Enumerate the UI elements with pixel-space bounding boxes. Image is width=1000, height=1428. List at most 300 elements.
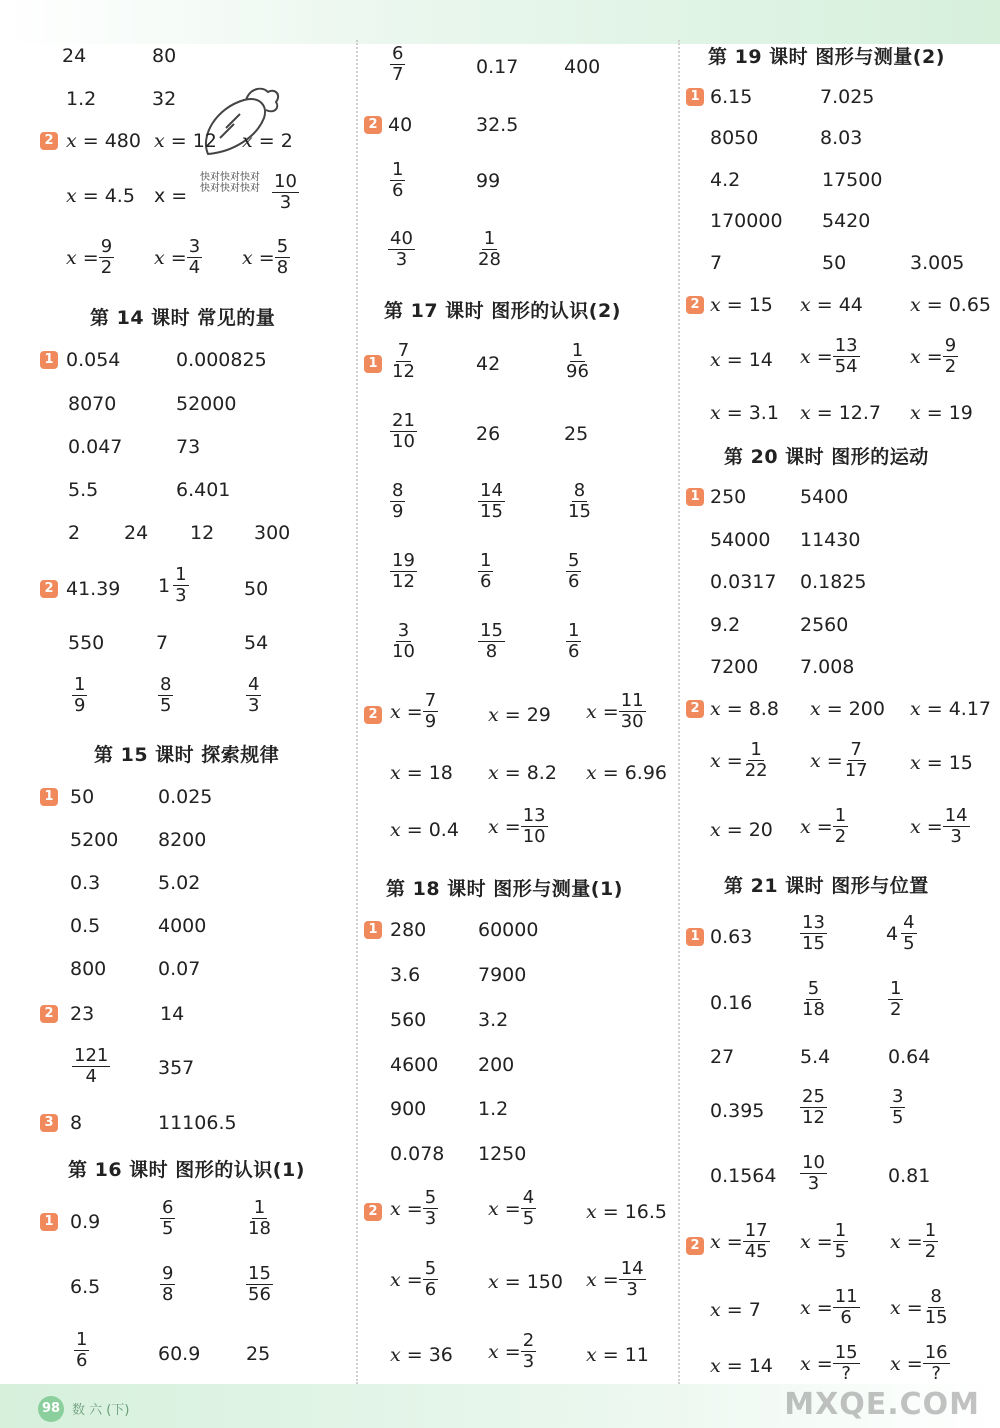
answer-value: 8.03 — [820, 127, 863, 149]
variable-x: x — [242, 246, 253, 269]
answer-value: 99 — [476, 170, 501, 192]
section-heading: 第 19 课时 图形与测量(2) — [708, 46, 945, 68]
fraction-denominator: 18 — [802, 999, 825, 1020]
fraction-answer — [390, 341, 417, 382]
equation-prefix: x = — [66, 246, 99, 269]
answer-value: 0.9 — [70, 1211, 101, 1233]
fraction — [800, 979, 827, 1020]
answer-value: 12 — [190, 522, 215, 544]
question-badge: 3 — [40, 1114, 58, 1132]
fraction — [566, 621, 581, 662]
fraction — [478, 481, 505, 522]
answer-value: 0.16 — [710, 992, 753, 1014]
equation-prefix: x = — [710, 294, 749, 316]
equation-value: 29 — [526, 704, 551, 726]
fraction-denominator: 15 — [924, 1307, 948, 1328]
variable-x: x — [488, 762, 499, 784]
answer-value: x = — [154, 185, 188, 207]
fraction-denominator: 6 — [392, 180, 404, 201]
equation-value: 12.7 — [838, 402, 882, 424]
fraction-numerator: 5 — [424, 1258, 437, 1279]
answer-value: 0.17 — [476, 56, 519, 78]
section-heading: 第 20 课时 图形的运动 — [724, 446, 929, 468]
equation-answer — [710, 819, 773, 841]
answer-value: 32.5 — [476, 114, 519, 136]
answer-value: 27 — [710, 1046, 735, 1068]
equation-fraction-answer — [800, 806, 848, 847]
fraction — [423, 1188, 438, 1229]
fraction — [275, 237, 290, 278]
equation-answer — [710, 349, 773, 371]
equation-value: 2 — [280, 130, 293, 152]
equation-answer — [586, 1344, 649, 1366]
illustration-text-1: 快对快对快对 — [200, 172, 260, 183]
equation-prefix: x = — [488, 1340, 521, 1363]
answer-value: 2 — [68, 522, 81, 544]
variable-x: x — [488, 1271, 499, 1293]
equation-prefix: x = — [66, 185, 105, 207]
variable-x: x — [910, 698, 921, 720]
answer-value: 60000 — [478, 919, 539, 941]
fraction-denominator: 3 — [279, 192, 292, 213]
fraction — [619, 691, 646, 732]
fraction-numerator: 9 — [944, 335, 957, 356]
equation-fraction-answer — [890, 1343, 950, 1384]
answer-value: 42 — [476, 353, 501, 375]
answer-value: 800 — [70, 958, 107, 980]
equation-prefix: x = — [488, 815, 521, 838]
equation-value: 0.65 — [948, 294, 992, 316]
fraction-numerator: 14 — [944, 805, 968, 826]
answer-value: 8070 — [68, 393, 117, 415]
fraction — [564, 341, 591, 382]
fraction-denominator: 9 — [392, 501, 404, 522]
fraction-numerator: 1 — [175, 564, 187, 585]
answer-value: 32 — [152, 88, 177, 110]
equation-answer — [586, 1201, 667, 1223]
answer-value: 50 — [70, 786, 95, 808]
fraction-numerator: 1 — [76, 1329, 88, 1350]
fraction-answer — [566, 481, 593, 522]
equation-fraction-answer — [800, 1221, 848, 1262]
answer-value: 0.63 — [710, 926, 753, 948]
equation-prefix: x = — [910, 752, 949, 774]
fraction-numerator: 8 — [573, 480, 586, 501]
equation-prefix: x = — [890, 1296, 923, 1319]
fraction-denominator: 12 — [392, 361, 415, 382]
equation-fraction-answer — [586, 1259, 646, 1300]
section-heading: 第 17 课时 图形的认识(2) — [384, 300, 621, 322]
variable-x: x — [810, 749, 821, 772]
fraction-answer — [888, 979, 903, 1020]
equation-prefix: x = — [66, 130, 105, 152]
variable-x: x — [488, 704, 499, 726]
fraction-denominator: 2 — [100, 257, 113, 278]
fraction-numerator: 11 — [834, 1286, 858, 1307]
fraction-answer — [390, 551, 417, 592]
variable-x: x — [910, 752, 921, 774]
mixed-whole: 1 — [158, 574, 171, 597]
fraction — [390, 481, 405, 522]
fraction-answer — [74, 1330, 89, 1371]
answer-value: 8050 — [710, 127, 759, 149]
equation-answer — [242, 130, 293, 152]
equation-prefix: x = — [586, 1268, 619, 1291]
fraction — [390, 341, 417, 382]
equation-answer — [710, 402, 779, 424]
answer-value: 17500 — [822, 169, 883, 191]
equation-fraction-answer — [390, 691, 438, 732]
equation-prefix: x = — [710, 1230, 743, 1253]
fraction-numerator: 3 — [892, 1086, 904, 1107]
fraction-numerator: 40 — [390, 228, 413, 249]
variable-x: x — [586, 700, 597, 723]
answer-value: 0.07 — [158, 958, 201, 980]
section-heading: 第 15 课时 探索规律 — [94, 744, 280, 766]
carrot-icon — [190, 84, 282, 174]
fraction-denominator: 6 — [76, 1350, 88, 1371]
fraction-numerator: 3 — [397, 620, 410, 641]
fraction-denominator: 2 — [890, 999, 902, 1020]
answer-value: 40 — [388, 114, 413, 136]
equation-answer — [154, 130, 217, 152]
fraction-denominator: 5 — [160, 695, 172, 716]
fraction-numerator: 9 — [100, 236, 113, 257]
answer-value: 23 — [70, 1003, 95, 1025]
answer-value: 0.395 — [710, 1100, 765, 1122]
fraction-denominator: 4 — [85, 1066, 97, 1087]
answer-value: 0.1825 — [800, 571, 867, 593]
equation-value: 200 — [848, 698, 885, 720]
answer-value: 8 — [70, 1112, 83, 1134]
answer-value: 5200 — [70, 829, 119, 851]
equation-prefix: x = — [910, 402, 949, 424]
equation-prefix: x = — [800, 1230, 833, 1253]
variable-x: x — [66, 246, 77, 269]
fraction-numerator: 4 — [248, 674, 260, 695]
answer-value: 900 — [390, 1098, 427, 1120]
fraction — [246, 675, 261, 716]
equation-prefix: x = — [800, 815, 833, 838]
equation-value: 7 — [748, 1299, 761, 1321]
variable-x: x — [488, 815, 499, 838]
answer-value: 170000 — [710, 210, 783, 232]
fraction — [923, 1287, 950, 1328]
variable-x: x — [242, 130, 253, 152]
fraction — [923, 1221, 938, 1262]
fraction-numerator: 5 — [276, 236, 289, 257]
answer-value: 3.2 — [478, 1009, 509, 1031]
fraction-numerator: 5 — [424, 1187, 437, 1208]
fraction — [187, 237, 202, 278]
answer-value: 560 — [390, 1009, 427, 1031]
fraction-denominator: 9 — [74, 695, 86, 716]
equation-prefix: x = — [910, 815, 943, 838]
equation-answer — [910, 294, 991, 316]
fraction-denominator: 5 — [903, 933, 915, 954]
fraction — [888, 979, 903, 1020]
fraction-denominator: 3 — [950, 826, 962, 847]
equation-answer — [910, 752, 973, 774]
fraction — [478, 551, 493, 592]
equation-prefix: x = — [390, 1344, 429, 1366]
fraction-numerator: 11 — [620, 690, 644, 711]
question-badge: 1 — [40, 351, 58, 369]
variable-x: x — [890, 1352, 901, 1375]
answer-value: 400 — [564, 56, 601, 78]
equation-prefix: x = — [586, 1201, 625, 1223]
variable-x: x — [710, 1299, 721, 1321]
section-heading: 第 14 课时 常见的量 — [90, 307, 276, 329]
fraction — [800, 913, 827, 954]
equation-prefix: x = — [242, 246, 275, 269]
fraction — [390, 621, 417, 662]
fraction — [566, 481, 593, 522]
question-badge: 2 — [364, 706, 382, 724]
fraction-answer — [390, 621, 417, 662]
equation-prefix: x = — [710, 402, 749, 424]
answer-value: 14 — [160, 1003, 185, 1025]
variable-x: x — [66, 185, 77, 207]
equation-answer — [800, 294, 863, 316]
variable-x: x — [710, 749, 721, 772]
equation-value: 0.4 — [428, 819, 459, 841]
fraction-denominator: 5 — [162, 1218, 174, 1239]
fraction-numerator: 1 — [568, 620, 580, 641]
equation-value: 3.1 — [748, 402, 779, 424]
fraction-numerator: 15 — [834, 1342, 858, 1363]
variable-x: x — [800, 1296, 811, 1319]
equation-fraction-answer — [488, 1331, 536, 1372]
equation-value: 36 — [428, 1344, 453, 1366]
fraction-numerator: 1 — [74, 674, 86, 695]
answer-value: 4600 — [390, 1054, 439, 1076]
fraction-numerator: 8 — [930, 1286, 942, 1307]
fraction-denominator: 6 — [568, 571, 580, 592]
equation-prefix: x = — [910, 698, 949, 720]
variable-x: x — [586, 1344, 597, 1366]
fraction-answer — [478, 481, 505, 522]
fraction — [476, 229, 503, 270]
fraction-denominator: 3 — [522, 1351, 535, 1372]
fraction-numerator: 14 — [620, 1258, 644, 1279]
equation-value: 18 — [428, 762, 453, 784]
fraction-denominator: 6 — [480, 571, 492, 592]
fraction-denominator: 22 — [744, 760, 768, 781]
fraction — [72, 675, 87, 716]
equation-value: 480 — [104, 130, 141, 152]
answer-value: 0.047 — [68, 436, 123, 458]
answer-value: 6.5 — [70, 1276, 101, 1298]
fraction-denominator: 2 — [944, 356, 957, 377]
fraction-numerator: 14 — [480, 480, 503, 501]
variable-x: x — [710, 819, 721, 841]
equation-value: 4.17 — [948, 698, 992, 720]
equation-fraction-answer — [810, 740, 870, 781]
equation-prefix: x = — [810, 698, 849, 720]
section-heading: 第 16 课时 图形的认识(1) — [68, 1159, 305, 1181]
fraction-numerator: 1 — [750, 739, 762, 760]
equation-fraction-answer — [242, 237, 290, 278]
answer-value: 280 — [390, 919, 427, 941]
fraction-numerator: 1 — [834, 1220, 847, 1241]
equation-answer — [910, 698, 991, 720]
fraction-numerator: 10 — [274, 171, 297, 192]
fraction-numerator: 16 — [924, 1342, 948, 1363]
equation-value: 15 — [748, 294, 773, 316]
answer-value: 50 — [244, 578, 269, 600]
fraction-denominator: 8 — [276, 257, 289, 278]
fraction — [158, 675, 173, 716]
equation-value: 20 — [748, 819, 773, 841]
variable-x: x — [390, 1344, 401, 1366]
page-label: 数 六 (下) — [72, 1403, 130, 1418]
fraction-denominator: 5 — [892, 1107, 904, 1128]
answer-value: 52000 — [176, 393, 237, 415]
answer-value: 41.39 — [66, 578, 121, 600]
equation-prefix: x = — [488, 704, 527, 726]
column-divider-left — [356, 40, 358, 1384]
answer-value: 6.15 — [710, 86, 753, 108]
equation-fraction-answer — [154, 237, 202, 278]
equation-answer — [710, 1299, 761, 1321]
equation-answer — [710, 698, 779, 720]
fraction-numerator: 7 — [424, 690, 437, 711]
equation-prefix: x = — [390, 1197, 423, 1220]
answer-value: 9.2 — [710, 614, 741, 636]
section-heading: 第 18 课时 图形与测量(1) — [386, 878, 623, 900]
equation-fraction-answer — [910, 336, 958, 377]
answer-value: 550 — [68, 632, 105, 654]
variable-x: x — [488, 1340, 499, 1363]
equation-prefix: x = — [586, 1344, 625, 1366]
answer-value: 7900 — [478, 964, 527, 986]
answer-value: 11430 — [800, 529, 861, 551]
fraction-numerator: 2 — [522, 1330, 535, 1351]
fraction — [388, 229, 415, 270]
watermark: MXQE.COM — [784, 1387, 980, 1422]
equation-prefix: x = — [710, 749, 743, 772]
answer-value: 1.2 — [66, 88, 97, 110]
equation-answer — [488, 1271, 563, 1293]
fraction-answer — [388, 229, 415, 270]
fraction-numerator: 9 — [162, 1263, 174, 1284]
fraction-denominator: 30 — [620, 711, 644, 732]
equation-prefix: x = — [800, 1296, 833, 1319]
fraction-denominator: 3 — [248, 695, 260, 716]
equation-value: 15 — [948, 752, 973, 774]
question-badge: 2 — [40, 132, 58, 150]
fraction-denominator: 17 — [844, 760, 868, 781]
fraction-numerator: 13 — [802, 912, 825, 933]
equation-answer — [390, 762, 453, 784]
top-banner — [0, 0, 1000, 44]
equation-prefix: x = — [890, 1352, 923, 1375]
answer-value: 2560 — [800, 614, 849, 636]
variable-x: x — [154, 246, 165, 269]
fraction-answer — [158, 675, 173, 716]
fraction-numerator: 21 — [392, 410, 415, 431]
fraction — [833, 1287, 860, 1328]
fraction — [890, 1087, 905, 1128]
answer-value: 0.054 — [66, 349, 121, 371]
equation-prefix: x = — [710, 819, 749, 841]
fraction — [743, 740, 770, 781]
question-badge: 1 — [40, 1213, 58, 1231]
fraction-denominator: 12 — [392, 571, 415, 592]
fraction — [901, 913, 916, 954]
fraction-answer — [478, 621, 505, 662]
equation-fraction-answer — [488, 1188, 536, 1229]
equation-prefix: x = — [890, 1230, 923, 1253]
fraction — [521, 1331, 536, 1372]
equation-answer — [586, 762, 667, 784]
fraction-denominator: 12 — [802, 1107, 825, 1128]
equation-answer — [488, 762, 557, 784]
fraction — [943, 806, 970, 847]
answer-value: 7 — [710, 252, 723, 274]
equation-prefix: x = — [488, 1271, 527, 1293]
answer-value: 50 — [822, 252, 847, 274]
variable-x: x — [910, 345, 921, 368]
variable-x: x — [810, 698, 821, 720]
variable-x: x — [710, 294, 721, 316]
equation-answer — [390, 1344, 453, 1366]
fraction-denominator: 15 — [568, 501, 591, 522]
answer-value: 3.6 — [390, 964, 421, 986]
fraction — [833, 1343, 860, 1384]
question-badge: 1 — [40, 788, 58, 806]
fraction-denominator: 45 — [744, 1241, 768, 1262]
fraction-numerator: 1 — [483, 228, 496, 249]
fraction — [833, 1221, 848, 1262]
variable-x: x — [586, 762, 597, 784]
answer-value: 60.9 — [158, 1343, 201, 1365]
variable-x: x — [800, 815, 811, 838]
question-badge: 1 — [364, 921, 382, 939]
fraction-answer — [390, 481, 405, 522]
variable-x: x — [710, 402, 721, 424]
variable-x: x — [800, 294, 811, 316]
fraction-answer — [390, 44, 405, 85]
answer-value: 4.2 — [710, 169, 741, 191]
answer-value: 7.008 — [800, 656, 855, 678]
fraction-denominator: 18 — [248, 1218, 271, 1239]
equation-answer — [910, 402, 973, 424]
answer-value: 73 — [176, 436, 201, 458]
equation-prefix: x = — [810, 749, 843, 772]
answer-value: 0.0317 — [710, 571, 777, 593]
fraction-numerator: 25 — [802, 1086, 825, 1107]
answer-value: 54 — [244, 632, 269, 654]
equation-prefix: x = — [586, 700, 619, 723]
fraction — [833, 806, 848, 847]
variable-x: x — [586, 1268, 597, 1291]
fraction — [246, 1198, 273, 1239]
fraction-denominator: 54 — [834, 356, 858, 377]
answer-value: 1250 — [478, 1143, 527, 1165]
fraction-numerator: 1 — [480, 550, 492, 571]
answer-value: 5.5 — [68, 479, 99, 501]
equation-fraction-answer — [710, 740, 770, 781]
fraction — [843, 740, 870, 781]
variable-x: x — [800, 402, 811, 424]
question-badge: 2 — [686, 296, 704, 314]
equation-value: 150 — [526, 1271, 563, 1293]
variable-x: x — [890, 1296, 901, 1319]
question-badge: 2 — [686, 700, 704, 718]
variable-x: x — [66, 130, 77, 152]
